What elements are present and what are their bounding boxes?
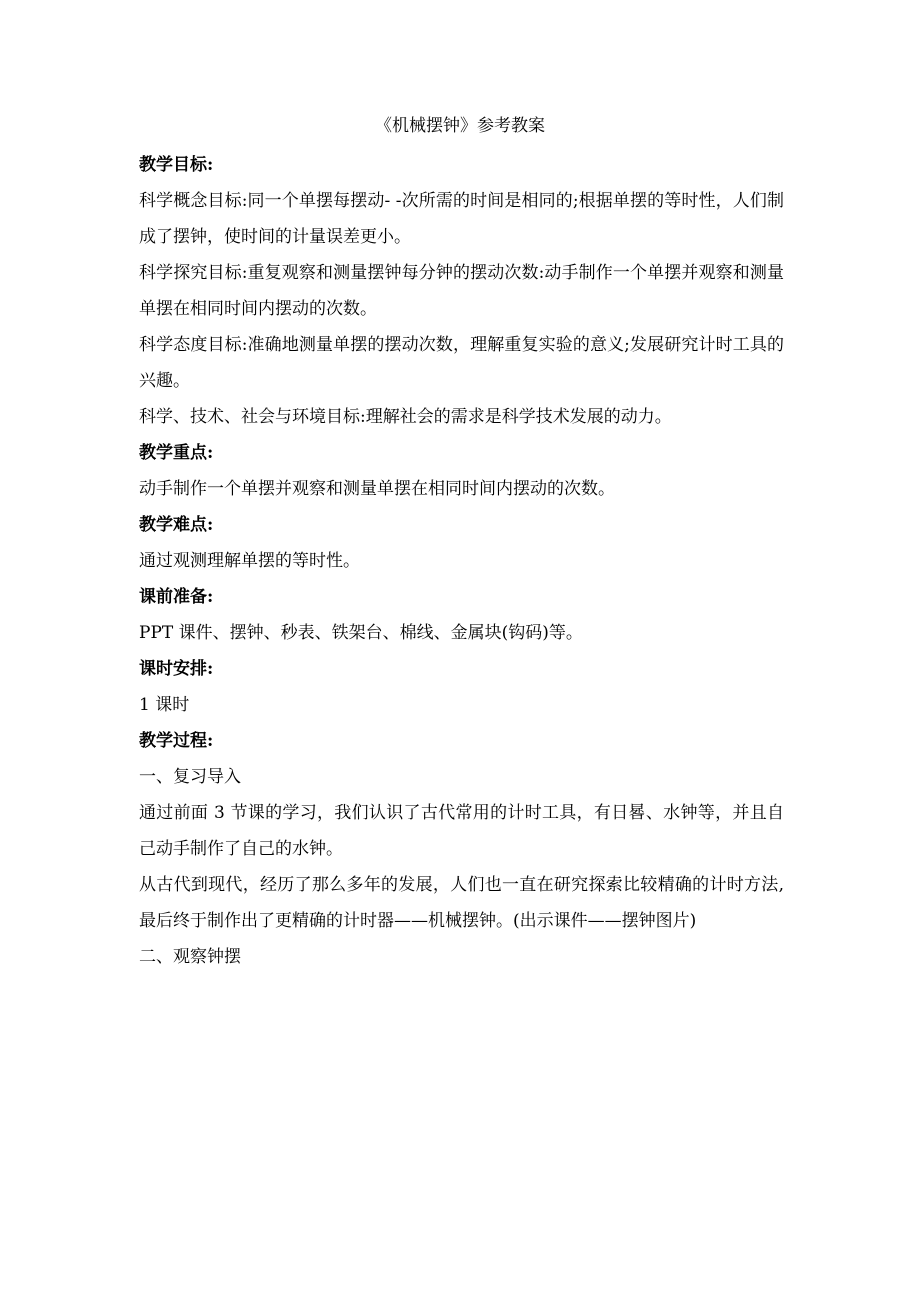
paragraph-step-one: 一、复习导入	[139, 767, 241, 787]
paragraph-inquiry-objective: 科学探究目标:重复观察和测量摆钟每分钟的摆动次数:动手制作一个单摆并观察和测量单摆在相同时间内摆动的次数。	[139, 263, 784, 319]
paragraph-history: 从古代到现代，经历了那么多年的发展，人们也一直在研究探索比较精确的计时方法,最后终于制作出了更精确的计时器——机械摆钟。(出示课件——摆钟图片)	[139, 875, 784, 931]
heading-teaching-objectives: 教学目标:	[139, 155, 214, 175]
document-body	[139, 147, 784, 975]
paragraph-difficulties: 通过观测理解单摆的等时性。	[139, 551, 360, 571]
paragraph-schedule: 1 课时	[139, 695, 190, 715]
paragraph-preparation: PPT 课件、摆钟、秒表、铁架台、棉线、金属块(钩码)等。	[139, 623, 583, 643]
document-title: 《机械摆钟》参考教案	[375, 116, 545, 136]
heading-schedule: 课时安排:	[139, 659, 214, 679]
paragraph-step-two: 二、观察钟摆	[139, 947, 241, 967]
heading-preparation: 课前准备:	[139, 587, 214, 607]
heading-process: 教学过程:	[139, 731, 214, 751]
paragraph-society-objective: 科学、技术、社会与环境目标:理解社会的需求是科学技术发展的动力。	[139, 407, 672, 427]
paragraph-key-points: 动手制作一个单摆并观察和测量单摆在相同时间内摆动的次数。	[139, 479, 615, 499]
heading-difficulties: 教学难点:	[139, 515, 214, 535]
paragraph-attitude-objective: 科学态度目标:准确地测量单摆的摆动次数，理解重复实验的意义;发展研究计时工具的兴趣。	[139, 335, 784, 391]
paragraph-concept-objective: 科学概念目标:同一个单摆每摆动- -次所需的时间是相同的;根据单摆的等时性，人们制成了摆钟，使时间的计量误差更小。	[139, 191, 784, 247]
heading-key-points: 教学重点:	[139, 443, 214, 463]
paragraph-review: 通过前面 3 节课的学习，我们认识了古代常用的计时工具，有日晷、水钟等，并且自己动手制作了自己的水钟。	[139, 803, 784, 859]
